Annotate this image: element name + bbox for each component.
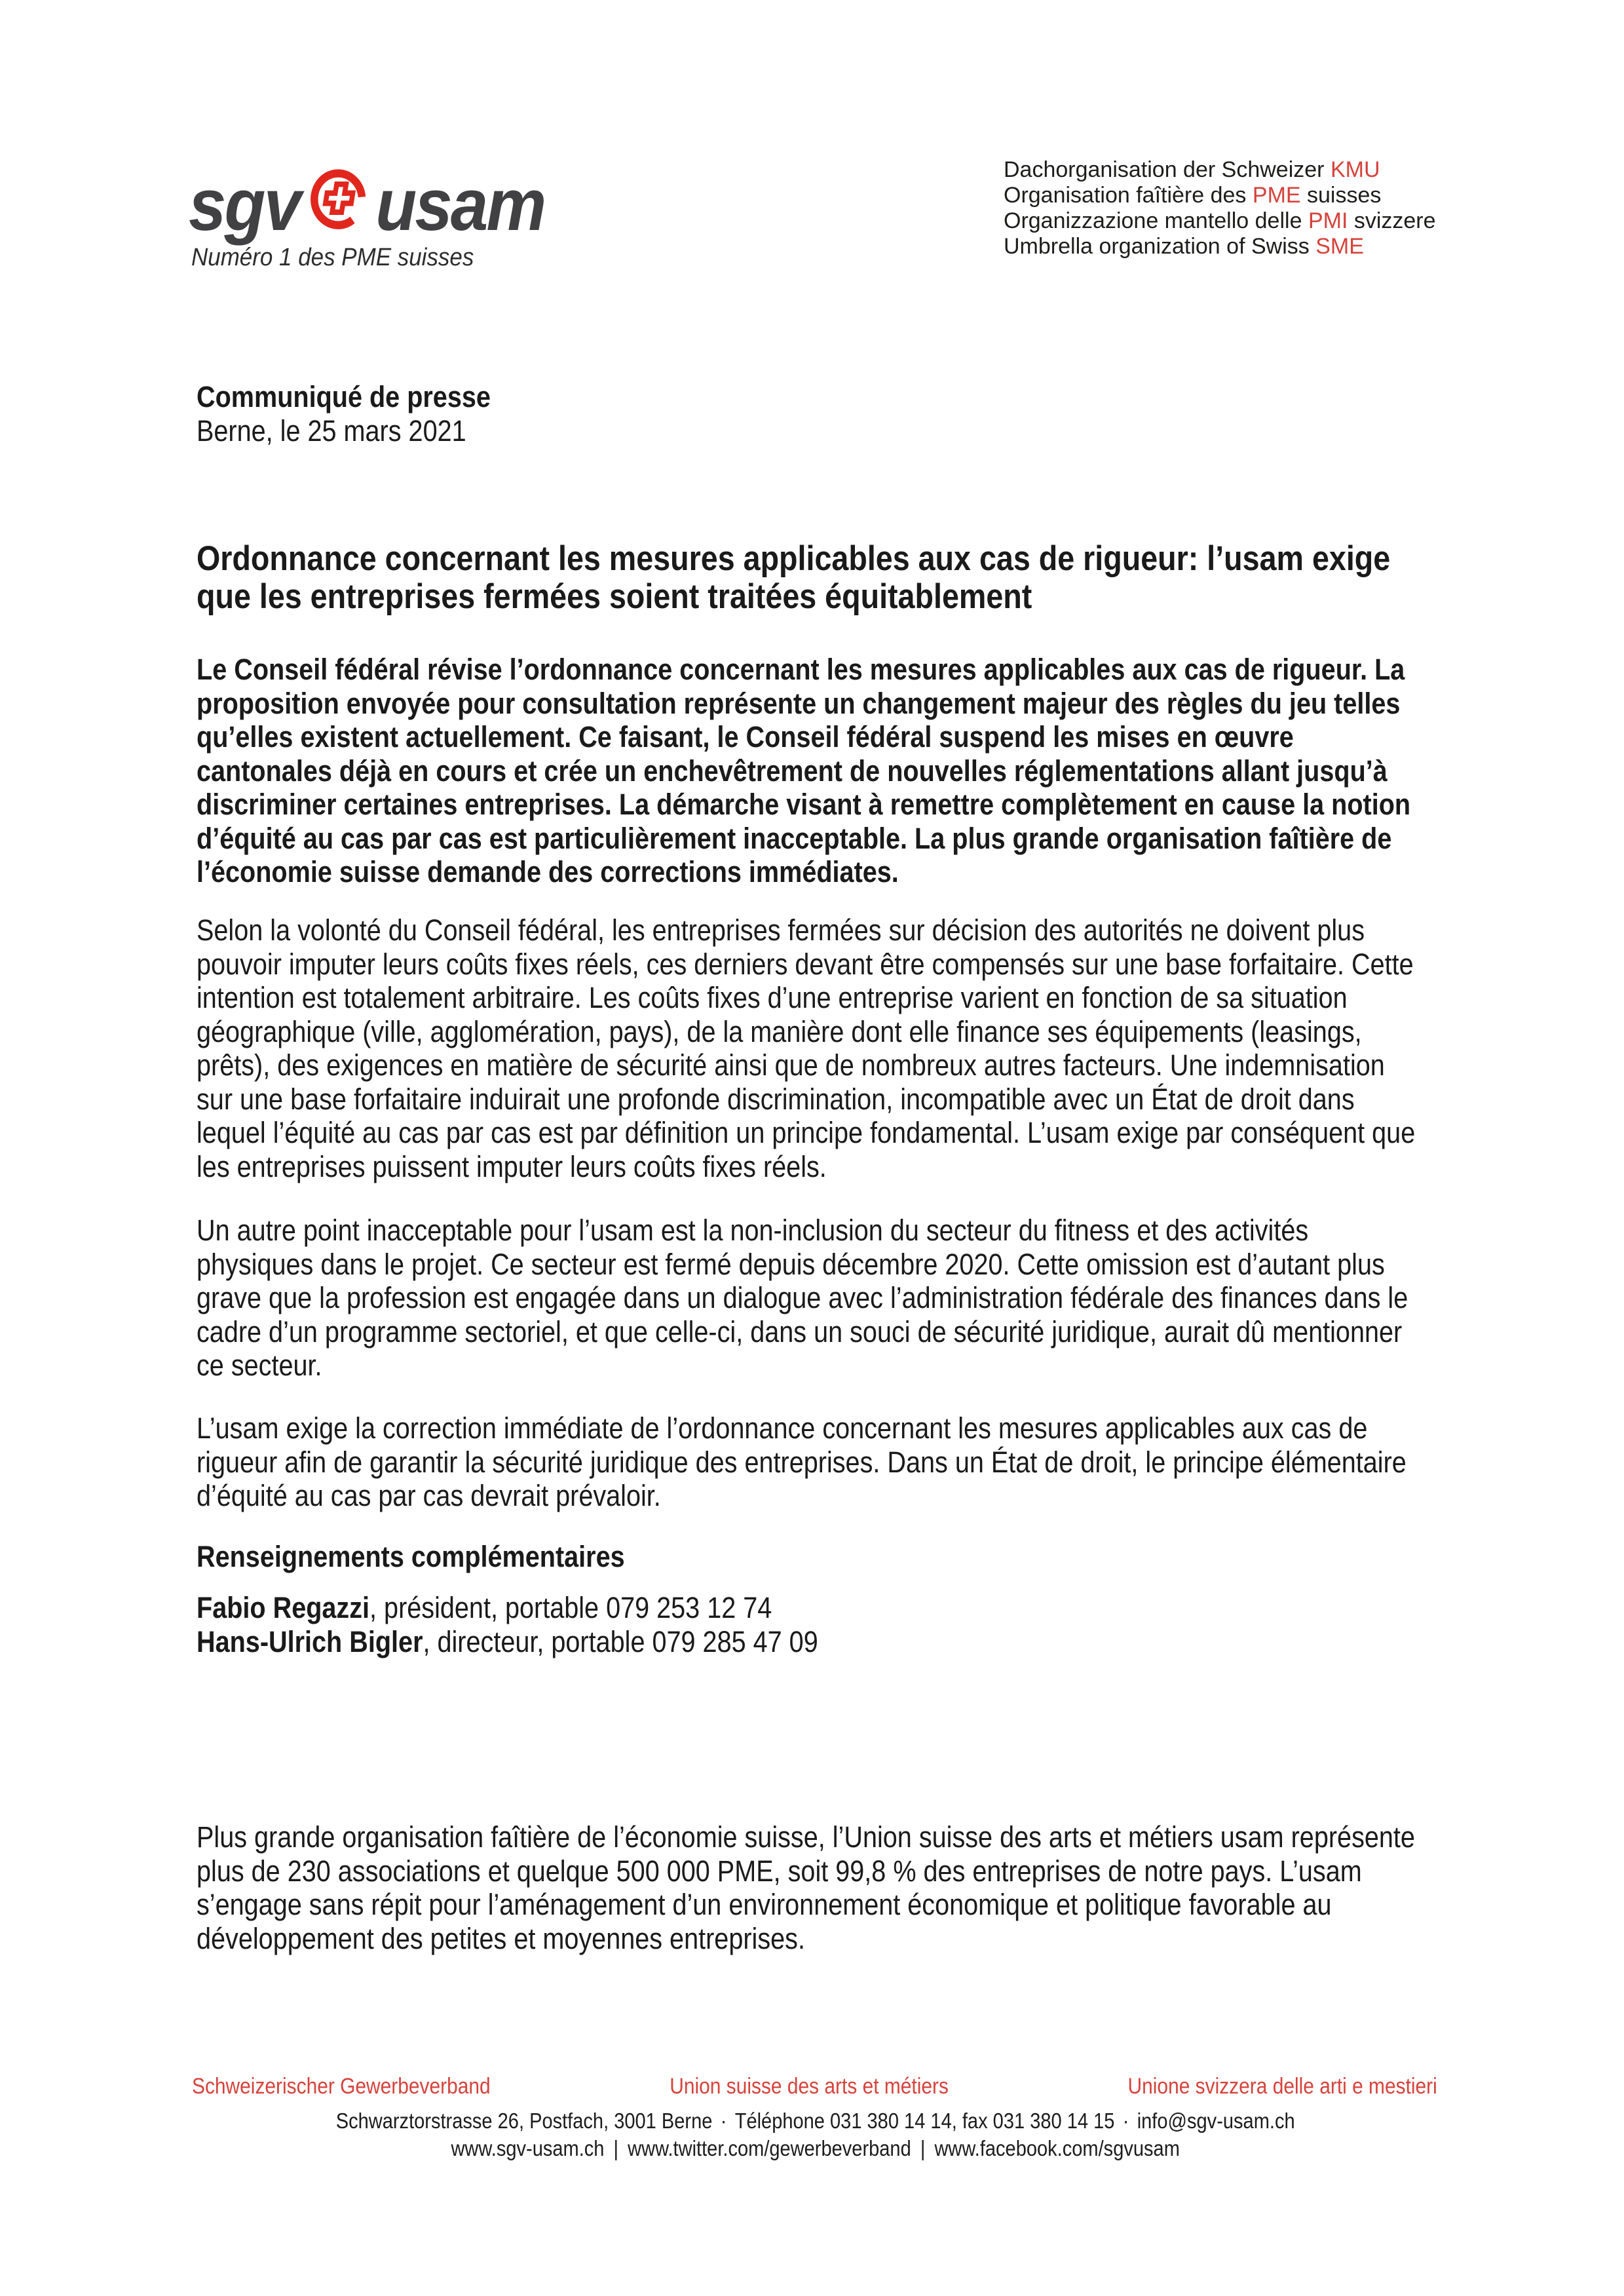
accent-pmi: PMI <box>1308 208 1348 233</box>
accent-pme: PME <box>1252 183 1301 208</box>
contacts-heading: Renseignements complémentaires <box>197 1540 625 1573</box>
footer-email-link[interactable]: info@sgv-usam.ch <box>1137 2109 1295 2133</box>
separator: · <box>720 2109 727 2133</box>
separator: | <box>920 2136 926 2160</box>
separator: | <box>613 2136 619 2160</box>
contact-details: , directeur, portable 079 285 47 09 <box>423 1624 818 1658</box>
accent-kmu: KMU <box>1330 157 1380 182</box>
lead-paragraph: Le Conseil fédéral révise l’ordonnance concernant les mesures applicables aux cas de rigueur. La proposition envoyée pour consultation représente un changement majeur des règles du jeu telles qu’elles existent actuellement. Ce faisant, le Conseil fédéral suspend les mises en œuvre cantonales déjà en cours et crée un enchevêtrement de nouvelles réglementations allant jusqu’à discriminer certaines entreprises. La démarche visant à remettre complètement en cause la notion d’équité au cas par cas est particulièrement inacceptable. La plus grande organisation faîtière de l’économie suisse demande des corrections immédiates. <box>197 653 1411 889</box>
org-description-block <box>1004 157 1436 259</box>
contact-line <box>197 1625 1428 1659</box>
footer-address-line <box>197 2109 1434 2133</box>
footer-org-names <box>192 2074 1437 2099</box>
org-line-en: Umbrella organization of Swiss SME <box>1004 234 1364 259</box>
org-line-fr: Organisation faîtière des PME suisses <box>1004 183 1382 208</box>
body-paragraph: Selon la volonté du Conseil fédéral, les entreprises fermées sur décision des autorités ne doivent plus pouvoir imputer leurs coûts fixes réels, ces derniers devant être compensés sur une base forfaitaire. Cette intention est totalement arbitraire. Les coûts fixes d’une entreprise varient en fonction de sa situation géographique (ville, agglomération, pays), de la manière dont elle finance ses équipements (leasings, prêts), des exigences en matière de sécurité ainsi que de nombreux autres facteurs. Une indemnisation sur une base forfaitaire induirait une profonde discrimination, incompatible avec un État de droit dans lequel l’équité au cas par cas est par définition un principe fondamental. L’usam exige par conséquent que les entreprises puissent imputer leurs coûts fixes réels. <box>197 913 1416 1183</box>
logo-tagline: Numéro 1 des PME suisses <box>191 244 474 271</box>
logo-text-sgv: sgv <box>189 163 300 246</box>
footer-org-de: Schweizerischer Gewerbeverband <box>192 2074 491 2099</box>
org-line-it: Organizzazione mantello delle PMI svizzere <box>1004 208 1436 233</box>
dateline: Berne, le 25 mars 2021 <box>197 414 466 448</box>
contact-line <box>197 1591 1428 1625</box>
accent-sme: SME <box>1315 234 1364 259</box>
contacts-block <box>197 1591 1428 1658</box>
footer-org-fr: Union suisse des arts et métiers <box>670 2074 949 2099</box>
footer-links-line <box>197 2136 1434 2161</box>
footer-twitter-link[interactable]: www.twitter.com/gewerbeverband <box>628 2136 911 2160</box>
swiss-cross-ring-icon <box>307 164 369 249</box>
page-title: Ordonnance concernant les mesures applicables aux cas de rigueur: l’usam exige que les entreprises fermées soient traitées équitablement <box>197 539 1391 616</box>
body-paragraph: L’usam exige la correction immédiate de l’ordonnance concernant les mesures applicables aux cas de rigueur afin de garantir la sécurité juridique des entreprises. Dans un État de droit, le principe élémentaire d’équité au cas par cas devrait prévaloir. <box>197 1411 1407 1512</box>
footer-address: Schwarztorstrasse 26, Postfach, 3001 Berne <box>335 2109 713 2133</box>
document-type: Communiqué de presse <box>197 380 491 413</box>
logo-text-usam: usam <box>375 163 545 246</box>
org-line-de: Dachorganisation der Schweizer KMU <box>1004 157 1380 182</box>
contact-name: Fabio Regazzi <box>197 1591 370 1624</box>
contact-details: , président, portable 079 253 12 74 <box>369 1591 772 1624</box>
separator: · <box>1122 2109 1129 2133</box>
body-paragraph: Un autre point inacceptable pour l’usam est la non-inclusion du secteur du fitness et des activités physiques dans le projet. Ce secteur est fermé depuis décembre 2020. Cette omission est d’autant plus grave que la profession est engagée dans un dialogue avec l’administration fédérale des finances dans le cadre d’un programme sectoriel, et que celle-ci, dans un souci de sécurité juridique, aurait dû mentionner ce secteur. <box>197 1214 1408 1382</box>
about-paragraph: Plus grande organisation faîtière de l’économie suisse, l’Union suisse des arts et métiers usam représente plus de 230 associations et quelque 500 000 PME, soit 99,8 % des entreprises de notre pays. L’usam s’engage sans répit pour l’aménagement d’un environnement économique et politique favorable au développement des petites et moyennes entreprises. <box>197 1820 1415 1955</box>
footer-phone: Téléphone 031 380 14 14, fax 031 380 14 15 <box>734 2109 1115 2133</box>
sgv-usam-logo <box>189 160 544 249</box>
footer-org-it: Unione svizzera delle arti e mestieri <box>1127 2074 1437 2099</box>
footer-website-link[interactable]: www.sgv-usam.ch <box>451 2136 605 2160</box>
contact-name: Hans-Ulrich Bigler <box>197 1624 423 1658</box>
footer-facebook-link[interactable]: www.facebook.com/sgvusam <box>934 2136 1180 2160</box>
